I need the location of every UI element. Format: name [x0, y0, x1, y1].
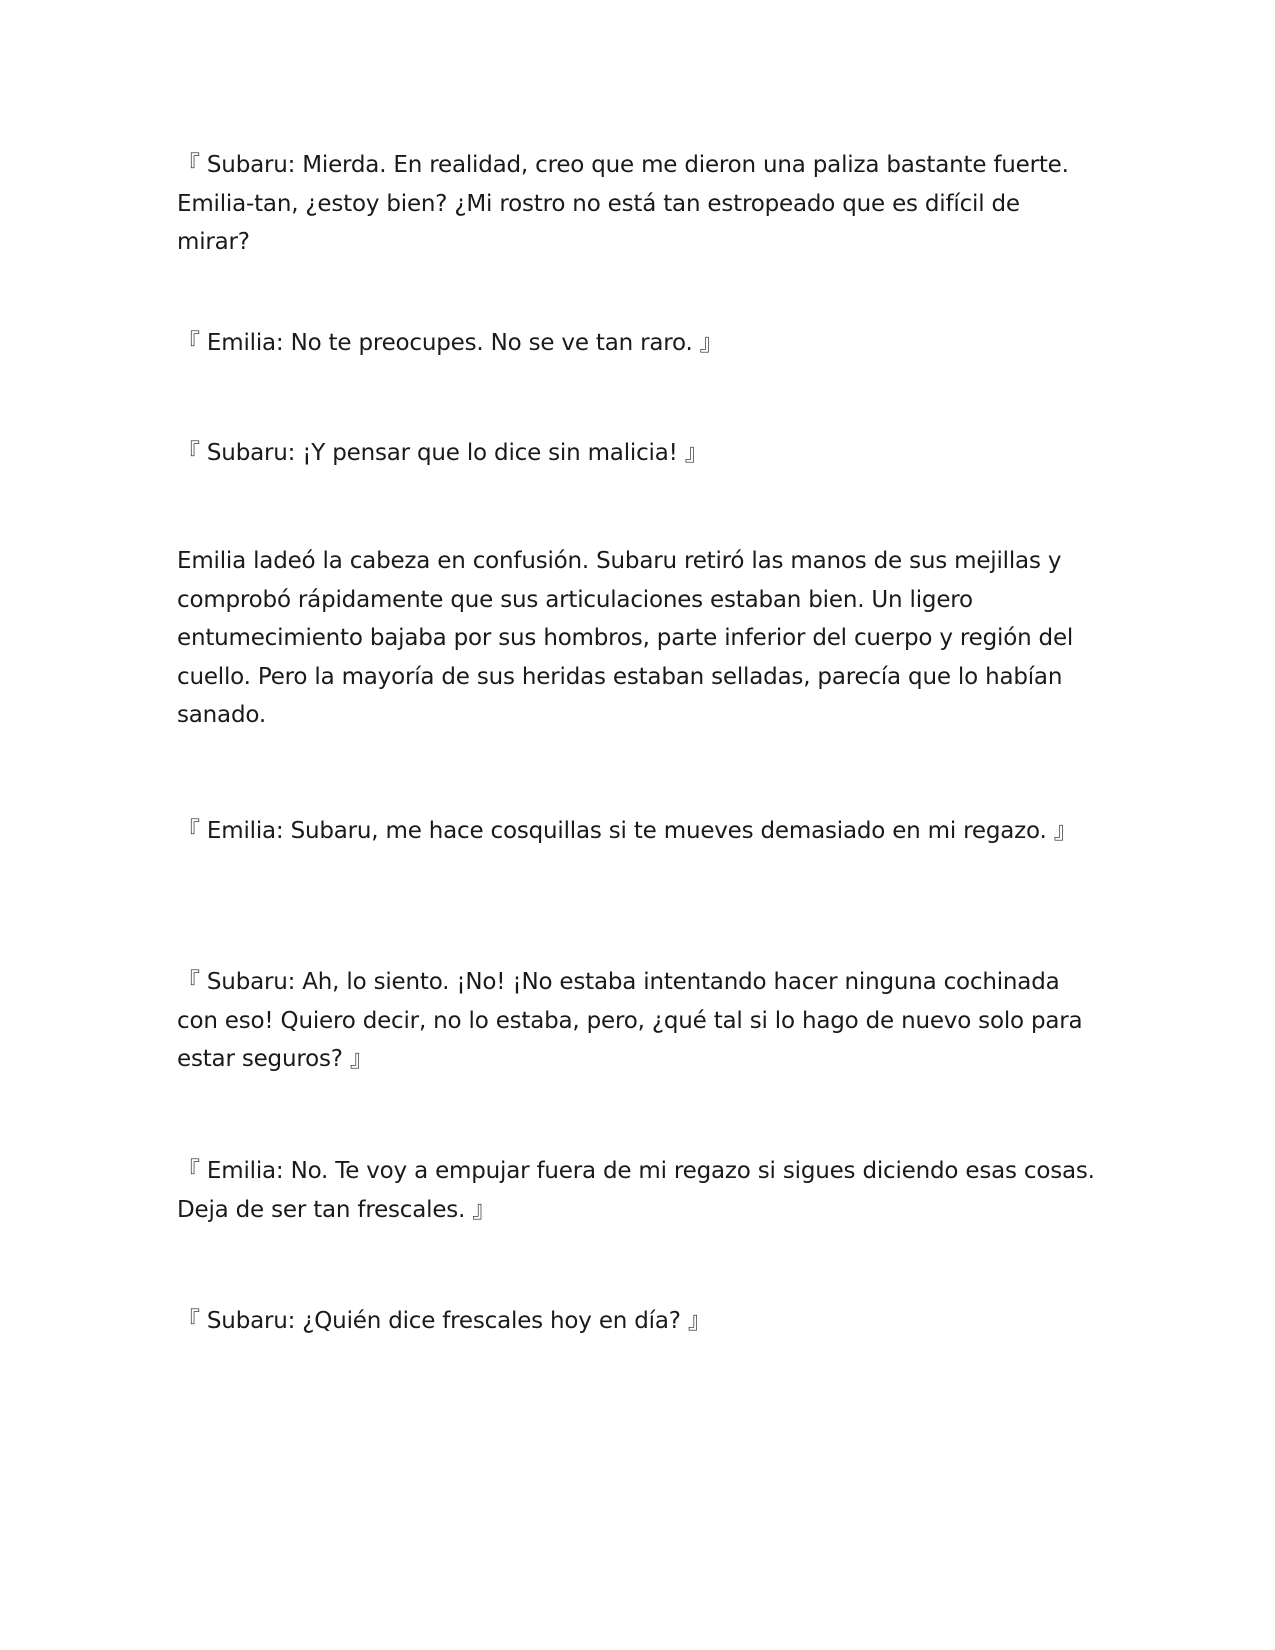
paragraph-subaru-dialogue-3: 『 Subaru: Ah, lo siento. ¡No! ¡No estaba intentando hacer ninguna cochinada con eso! Quiero decir, no lo estaba, pero, ¿qué tal si lo hago de nuevo solo para estar seguros? 』 — [177, 969, 1083, 1072]
paragraph-subaru-dialogue-2: 『 Subaru: ¡Y pensar que lo dice sin malicia! 』 — [177, 440, 708, 466]
paragraph-emilia-dialogue-3: 『 Emilia: No. Te voy a empujar fuera de mi regazo si sigues diciendo esas cosas. Deja de ser tan frescales. 』 — [177, 1158, 1095, 1223]
paragraph-emilia-dialogue-2: 『 Emilia: Subaru, me hace cosquillas si te mueves demasiado en mi regazo. 』 — [177, 818, 1077, 844]
paragraph-emilia-dialogue-1: 『 Emilia: No te preocupes. No se ve tan raro. 』 — [177, 330, 723, 356]
paragraph-subaru-dialogue-1: 『 Subaru: Mierda. En realidad, creo que me dieron una paliza bastante fuerte. Emilia-tan, ¿estoy bien? ¿Mi rostro no está tan estropeado que es difícil de mirar? — [177, 152, 1069, 255]
paragraph-subaru-dialogue-4: 『 Subaru: ¿Quién dice frescales hoy en día? 』 — [177, 1308, 711, 1334]
paragraph-narration: Emilia ladeó la cabeza en confusión. Subaru retiró las manos de sus mejillas y comprobó rápidamente que sus articulaciones estaban bien. Un ligero entumecimiento bajaba por sus hombros, parte inferior del cuerpo y región del cuello. Pero la mayoría de sus heridas estaban selladas, parecía que lo habían sanado. — [177, 548, 1074, 728]
